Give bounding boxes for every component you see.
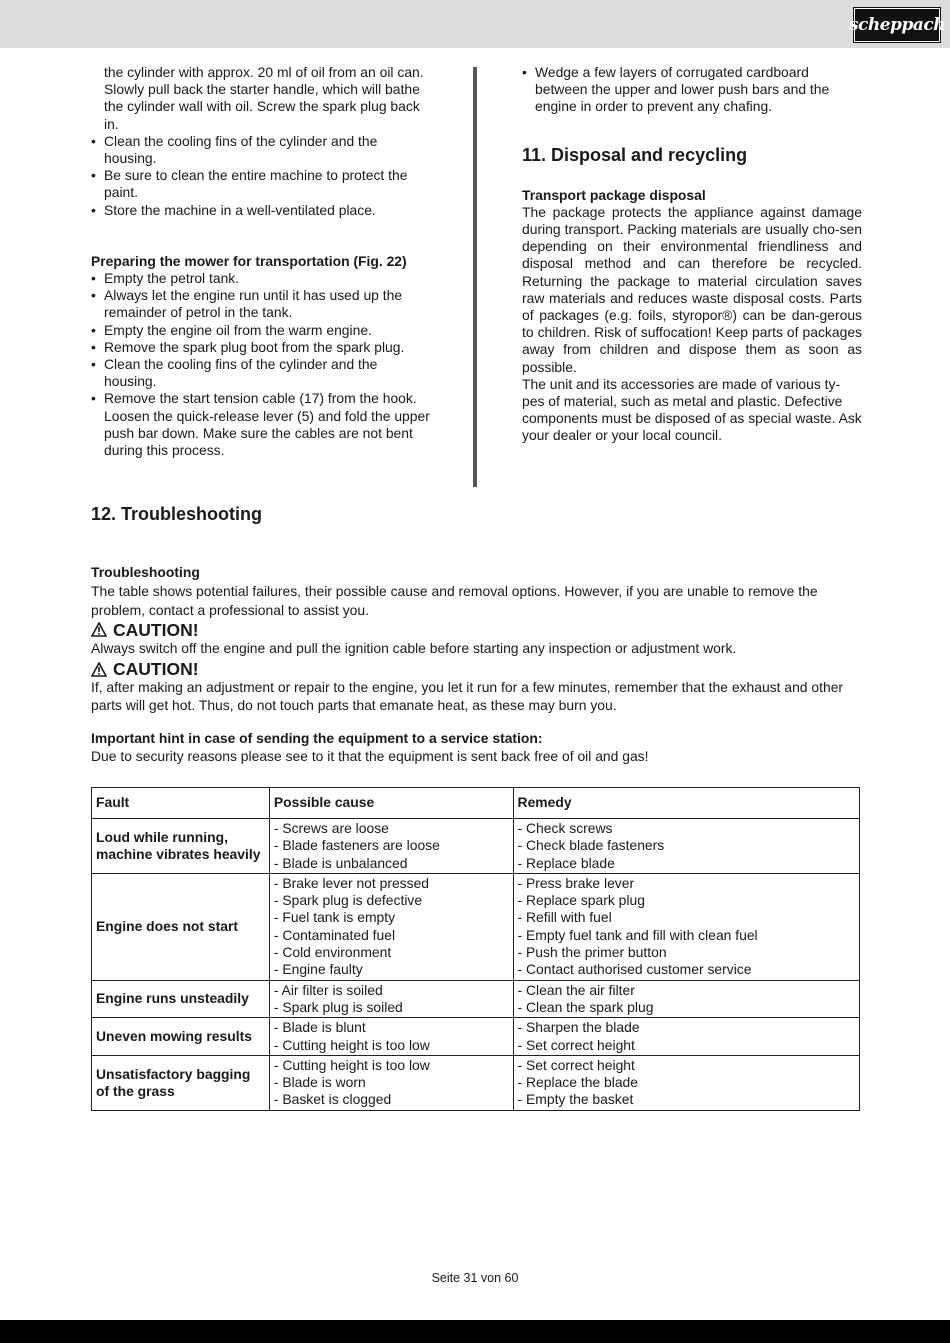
caution-text: If, after making an adjustment or repair to the engine, you let it run for a few minutes, remember that the exhaust and other parts will get hot. Thus, do not touch parts that emanate heat, as these may burn you. [91,679,844,713]
remedy-item: - Clean the spark plug [517,998,654,1015]
table-row [92,1055,860,1110]
column-header-remedy: Remedy [513,788,859,819]
cause-item: - Fuel tank is empty [273,909,396,926]
transport-bullet-list [91,270,431,459]
fault-cell: Engine runs unsteadily [92,980,270,1018]
table-row [92,1018,860,1056]
remedy-item: - Set correct height [517,1036,635,1053]
disposal-paragraph-2: The unit and its accessories are made of various ty-pes of material, such as metal and plastic. Defective components must be disposed of as special waste. Ask your dealer or your local council. [522,375,862,444]
troubleshooting-section [91,503,861,765]
cause-cell [269,873,513,980]
table-row [92,819,860,874]
cause-item: - Basket is clogged [273,1091,392,1108]
fault-cell: Loud while running, machine vibrates heavily [92,819,270,874]
warning-triangle-icon [91,662,107,677]
caution-heading [91,659,861,679]
list-item: • Store the machine in a well-ventilated place. [91,202,431,219]
fault-cell: Uneven mowing results [92,1018,270,1056]
troubleshooting-subheading: Troubleshooting [91,564,200,580]
disposal-paragraph: The package protects the appliance against damage during transport. Packing materials are usually cho-sen depending on their environmental friendliness and disposal method and can therefore be recycled. Returning the package to material circulation saves raw materials and reduces waste disposal costs. Parts of packages (e.g. foils, styropor®) can be dan-gerous to children. Risk of suffocation! Keep parts of packages away from children and dispose them as soon as possible. [522,203,862,375]
remedy-item: - Replace blade [517,854,615,871]
cause-cell [269,980,513,1018]
disposal-section-title: 11. Disposal and recycling [522,144,748,165]
column-divider [473,67,477,487]
cause-item: - Screws are loose [273,820,389,836]
cause-cell [269,1055,513,1110]
remedy-cell [513,980,859,1018]
fault-cell: Engine does not start [92,873,270,980]
remedy-item: - Empty the basket [517,1091,634,1108]
cause-item: - Contaminated fuel [273,926,396,943]
transport-package-heading: Transport package disposal [522,186,706,203]
remedy-item: - Set correct height [517,1056,635,1073]
remedy-item: - Sharpen the blade [517,1019,640,1036]
cause-item: - Brake lever not pressed [273,874,430,891]
caution-text: Always switch off the engine and pull the ignition cable before starting any inspection or adjustment work. [91,639,737,656]
cause-item: - Engine faulty [273,961,363,978]
page-number: Seite 31 von 60 [431,1271,519,1285]
remedy-item: - Contact authorised customer service [517,961,752,978]
list-item: • Clean the cooling fins of the cylinder and the housing. [91,133,431,167]
troubleshooting-table [91,787,860,1111]
remedy-item: - Empty fuel tank and fill with clean fuel [517,926,758,943]
remedy-item: - Replace the blade [517,1074,638,1091]
warning-triangle-icon [91,622,107,637]
cause-item: - Blade is worn [273,1074,366,1091]
list-item: • Wedge a few layers of corrugated cardboard between the upper and lower push bars and the engine in order to prevent any chafing. [522,64,862,116]
cause-item: - Blade fasteners are loose [273,837,440,854]
cause-item: - Cutting height is too low [273,1036,430,1053]
table-row [92,873,860,980]
column-header-cause: Possible cause [269,788,513,819]
storage-bullet-list [91,133,431,219]
left-column [91,64,431,459]
scheppach-logo: scheppach [854,8,940,42]
cause-item: - Spark plug is defective [273,892,423,909]
list-item: • Always let the engine run until it has used up the remainder of petrol in the tank. [91,287,431,321]
cause-cell [269,1018,513,1056]
cause-item: - Spark plug is soiled [273,998,403,1015]
remedy-cell [513,873,859,980]
list-item: • Remove the start tension cable (17) from the hook. Loosen the quick-release lever (5) and fold the upper push bar down. Make sure the cables are not bent during this process. [91,390,431,459]
cause-item: - Cutting height is too low [273,1056,430,1073]
list-item: • Empty the petrol tank. [91,270,431,287]
remedy-cell [513,1055,859,1110]
remedy-item: - Push the primer button [517,944,667,961]
remedy-item: - Check blade fasteners [517,837,665,854]
table-row [92,980,860,1018]
cause-cell [269,819,513,874]
right-column [522,64,862,445]
list-item: • Remove the spark plug boot from the spark plug. [91,339,431,356]
caution-label: CAUTION! [113,659,199,679]
cardboard-bullet-list [522,64,862,116]
transport-heading: Preparing the mower for transportation (Fig. 22) [91,252,407,269]
remedy-cell [513,819,859,874]
troubleshooting-intro: The table shows potential failures, their possible cause and removal options. However, if you are unable to remove the problem, contact a professional to assist you. [91,582,818,618]
fault-cell: Unsatisfactory bagging of the grass [92,1055,270,1110]
list-item: • Be sure to clean the entire machine to protect the paint. [91,167,431,201]
service-hint-heading: Important hint in case of sending the equipment to a service station: [91,730,543,746]
caution-heading [91,620,861,640]
cause-item: - Air filter is soiled [273,981,383,998]
list-item: • Clean the cooling fins of the cylinder and the housing. [91,356,431,390]
cause-item: - Blade is blunt [273,1019,366,1036]
footer-bar [0,1320,950,1343]
column-header-fault: Fault [92,788,270,819]
remedy-item: - Press brake lever [517,874,635,891]
remedy-item: - Clean the air filter [517,981,635,998]
continued-text: the cylinder with approx. 20 ml of oil from an oil can. Slowly pull back the starter handle, which will bathe the cylinder wall with oil. Screw the spark plug back in. [104,64,424,132]
cause-item: - Blade is unbalanced [273,854,408,871]
remedy-item: - Refill with fuel [517,909,612,926]
service-hint-text: Due to security reasons please see to it that the equipment is sent back free of oil and gas! [91,747,649,764]
cause-item: - Cold environment [273,944,392,961]
remedy-item: - Replace spark plug [517,892,645,909]
remedy-cell [513,1018,859,1056]
troubleshooting-section-title: 12. Troubleshooting [91,504,263,524]
list-item: • Empty the engine oil from the warm engine. [91,322,431,339]
table-header-row [92,788,860,819]
remedy-item: - Check screws [517,820,613,836]
header-bar [0,0,950,48]
caution-label: CAUTION! [113,619,199,640]
